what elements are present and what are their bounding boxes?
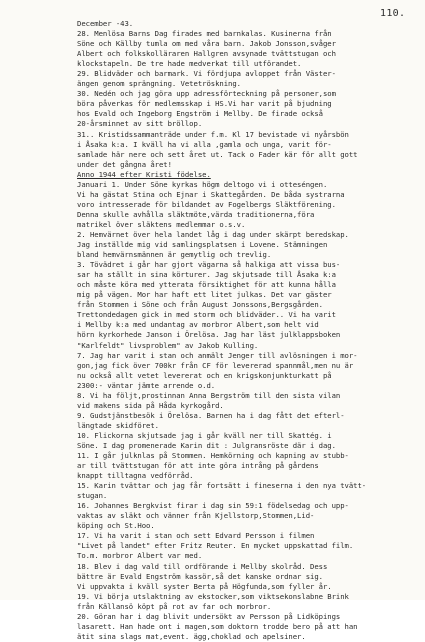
text-line: 7. Jag har varit i stan och anmält Jenger till avlösningen i mor- xyxy=(77,350,358,360)
text-line: "Karlfeldt" livsproblem" av Jakob Kulling. xyxy=(77,340,259,350)
text-line: under det gångna året! xyxy=(77,159,172,169)
text-line: Vi uppvakta i kväll syster Berta på Högfunda,som fyller år. xyxy=(77,581,332,591)
text-line: 30. Nedén och jag göra upp adressförteckning på personer,som xyxy=(77,89,336,99)
text-line: samlade här nere och sett året ut. Tack o Fader kär för allt gott xyxy=(77,149,358,159)
text-line: Denna skulle avhålla släktmöte,värda traditionerna,föra xyxy=(77,209,315,219)
text-line: 31.. Kristidssammanträde under f.m. Kl 17 bevistade vi nyårsbön xyxy=(77,129,349,139)
text-line: December -43. xyxy=(77,19,134,28)
text-line: ätit sina slags mat,event. ägg,choklad och apelsiner. xyxy=(77,631,306,641)
text-line: gon,jag fick över 700kr från CF för levererad spannmål,men nu är xyxy=(77,360,354,370)
text-line: i Åsaka k:a. I kväll ha vi alla ,gamla och unga, varit för- xyxy=(77,139,332,149)
text-line: klockstapeln. De tre hade medverkat till utförandet. xyxy=(77,59,302,69)
text-line: 9. Gudstjänstbesök i Örelösa. Barnen ha i dag fått det efterl- xyxy=(77,410,345,420)
section-heading: Anno 1944 efter Kristi födelse. xyxy=(77,169,211,179)
text-line: vaktas av släkt och vänner från Kjellstorp,Stommen,Lid- xyxy=(77,511,315,521)
text-line: voro intresserade för bildandet av Fogelbergs Släktförening. xyxy=(77,199,336,209)
text-line: 2300:- väntar jämte arrende o.d. xyxy=(77,380,216,390)
text-line: bland hemvärnsmännen är gemytlig och trevlig. xyxy=(77,250,272,260)
text-line: lasarett. Han hade ont i magen,som doktorn trodde bero på att han xyxy=(77,621,358,631)
text-line: ar till tvättstugan för att inte göra intrång på gårdens xyxy=(77,461,319,471)
text-line: 20. Göran har i dag blivit undersökt av Persson på Lidköpings xyxy=(77,611,341,621)
diary-text xyxy=(77,19,422,642)
text-line: böra påverkas för medlemsskap i HS.Vi har varit på bjudning xyxy=(77,99,332,109)
text-line: sar ha ställt in sina körturer. Jag skjutsade till Åsaka k:a xyxy=(77,270,336,280)
text-line: 8. Vi ha följt,prostinnan Anna Bergström till den sista vilan xyxy=(77,390,341,400)
text-line: 15. Karin tvättar och jag får fortsätt i fineserna i den nya tvätt- xyxy=(77,481,367,491)
text-line: 29. Blidväder och barmark. Vi fördjupa avloppet från Väster- xyxy=(77,69,336,79)
text-line: 20-årsminnet av sitt bröllop. xyxy=(77,119,203,129)
text-line: hörn kyrkorhede Janson i Örelösa. Jag har läst julklappsboken xyxy=(77,330,341,340)
text-line: Trettondedagen gick in med storm och blidväder.. Vi ha varit xyxy=(77,310,336,320)
text-line: nu också allt vetet levererat och en krigskonjunkturkatt på xyxy=(77,370,332,380)
text-line: matrikel över släktens medlemmar o.s.v. xyxy=(77,219,246,229)
text-line: stugan. xyxy=(77,491,108,501)
text-line: från Källansö köpt på rot av far och morbror. xyxy=(77,601,272,611)
text-line: från Stommen i Söne och från August Jonssons,Bergsgården. xyxy=(77,300,323,310)
text-line: 16. Johannes Bergkvist firar i dag sin 59:1 födelsedag och upp- xyxy=(77,501,349,511)
page-number: 110. xyxy=(380,8,406,19)
text-line: Jag inställde mig vid samlingsplatsen i Lovene. Stämningen xyxy=(77,240,328,250)
text-line: 2. Hemvärnet över hela landet låg i dag under skärpt beredskap. xyxy=(77,229,349,239)
text-line: 17. Vi ha varit i stan och sett Edvard Persson i filmen xyxy=(77,531,315,541)
text-line: 10. Flickorna skjutsade jag i går kväll ner till Skattég. i xyxy=(77,430,332,440)
text-line: köping och St.Hoo. xyxy=(77,521,155,531)
text-line: 19. Vi börja utslaktning av ekstocker,som viktsekonslabne Brink xyxy=(77,591,349,601)
text-line: ängen genom sprängning. Vetetröskning. xyxy=(77,79,241,89)
text-line: vid makens sida på Håda kyrkogård. xyxy=(77,400,224,410)
text-line: Söne. I dag promenerade Karin dit : Julgransröste där i dag. xyxy=(77,440,336,450)
text-line: mig på vägen. Mor har haft ett litet julkas. Det var gäster xyxy=(77,290,332,300)
text-line: bättre är Evald Engström kassör,så det kanske ordnar sig. xyxy=(77,571,323,581)
text-line: Söne och Källby tumla om med våra barn. Jakob Jonsson,svåger xyxy=(77,39,336,49)
text-line: 3. Tövädret i går har gjort vägarna så halkiga att vissa bus- xyxy=(77,260,341,270)
text-line: Vi ha gästat Stina och Ejnar i Skattegården. De båda systrarna xyxy=(77,189,345,199)
text-line: Albert och folkskolläraren Hallgren avsynade tvättstugan och xyxy=(77,49,336,59)
text-line: längtade skidföret. xyxy=(77,420,159,430)
text-line: 28. Menlösa Barns Dag firades med barnkalas. Kusinerna från xyxy=(77,29,332,39)
text-line: 18. Blev i dag vald till ordförande i Mellby skolråd. Dess xyxy=(77,561,328,571)
text-line: "Livet på landet" efter Fritz Reuter. En mycket uppskattad film. xyxy=(77,541,354,551)
text-line: och måste köra med ytterata försiktighet för att kunna hålla xyxy=(77,280,336,290)
text-line: To.m. morbror Albert var med. xyxy=(77,551,203,561)
text-line: 11. I går julknlas på Stommen. Hemkörning och kapning av stubb- xyxy=(77,451,349,461)
text-line: knappt tilltagna vedförråd. xyxy=(77,471,194,481)
text-line: hos Evald och Ingeborg Engström i Mellby. De firade också xyxy=(77,109,323,119)
text-line: Januari 1. Under Söne kyrkas högm deltogo vi i otteséngen. xyxy=(77,179,328,189)
text-line: i Mellby k:a med undantag av morbror Albert,som helt vid xyxy=(77,320,319,330)
